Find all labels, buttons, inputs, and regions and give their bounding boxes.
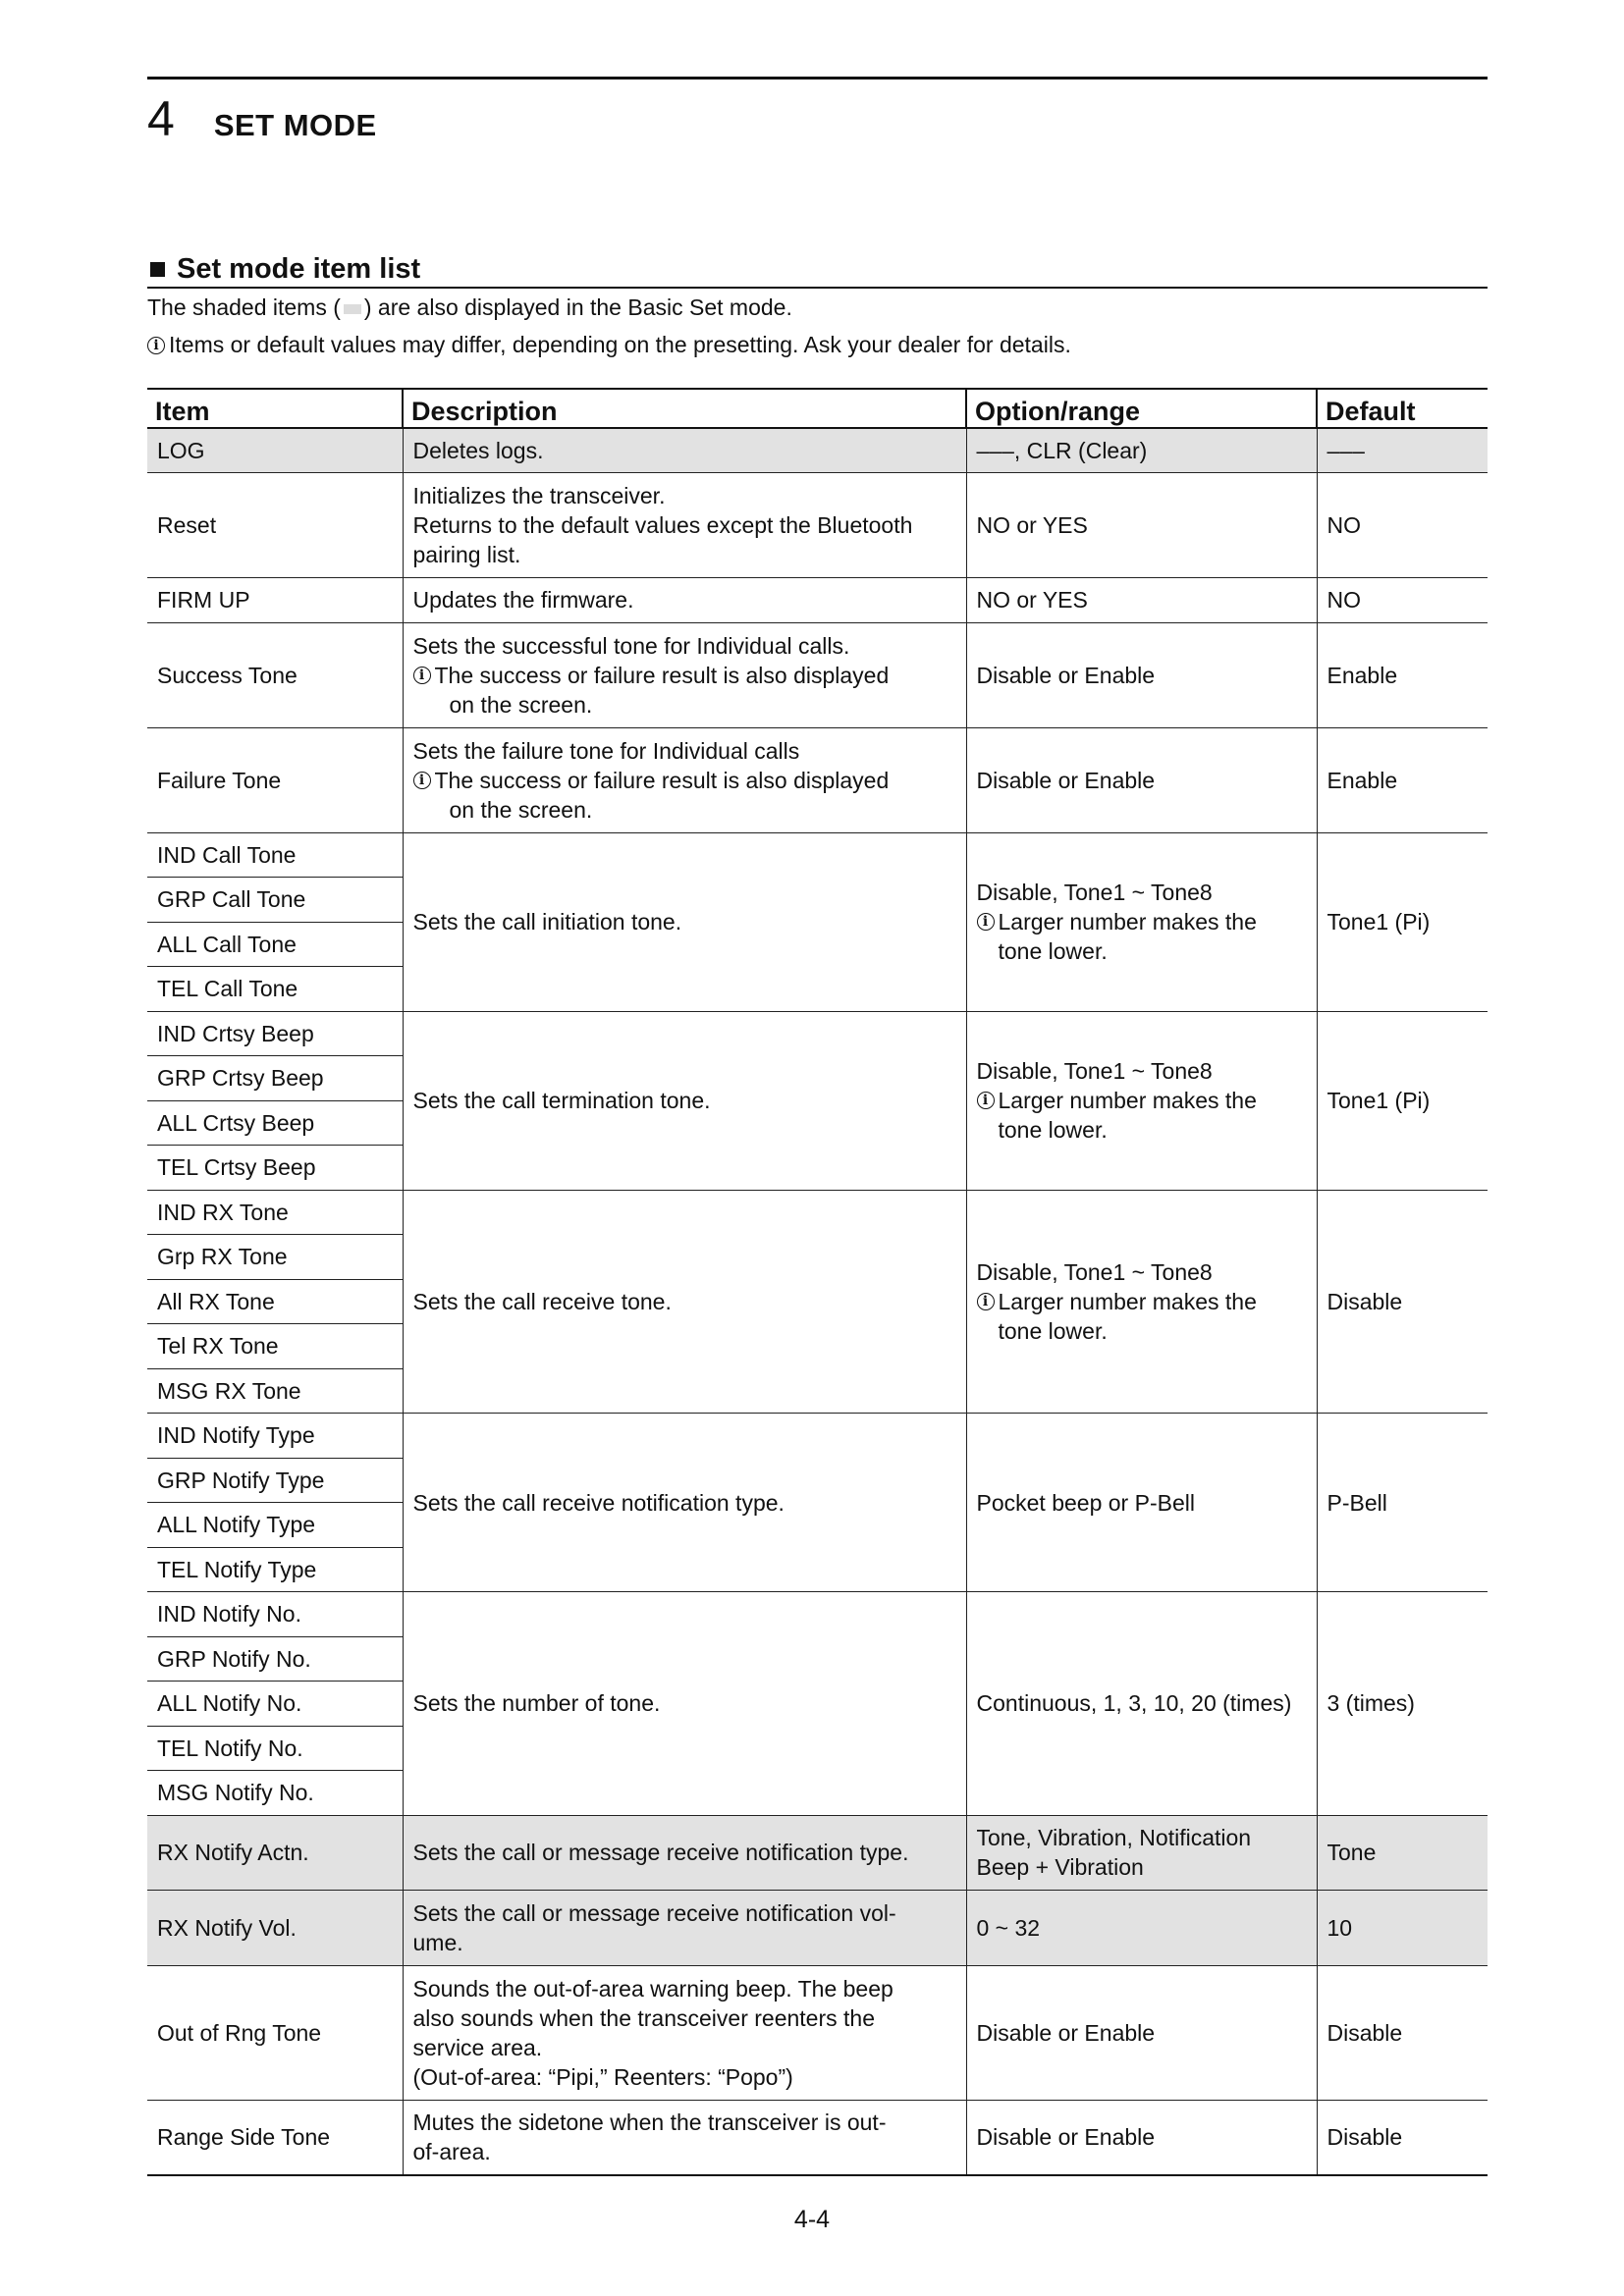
table-row: [147, 1190, 1488, 1235]
default-cell: NO: [1317, 577, 1488, 622]
item-cell: IND Notify No.: [147, 1592, 403, 1637]
description-cell: Updates the firmware.: [403, 577, 966, 622]
description-cell: [403, 1965, 966, 2100]
item-cell: RX Notify Actn.: [147, 1815, 403, 1890]
item-cell: Tel RX Tone: [147, 1324, 403, 1369]
note-line: tone lower.: [998, 1117, 1108, 1143]
section-heading: [147, 251, 1488, 289]
default-cell: Enable: [1317, 622, 1488, 727]
chapter-heading: [147, 90, 377, 147]
note-line: Larger number makes the: [998, 1288, 1257, 1314]
description-cell: Deletes logs.: [403, 428, 966, 472]
description-line: Sounds the out-of-area warning beep. The beep: [412, 1975, 893, 2002]
note-text: [435, 766, 890, 825]
item-cell: ALL Call Tone: [147, 922, 403, 967]
section-title: Set mode item list: [177, 252, 421, 285]
note-line: on the screen.: [449, 796, 593, 823]
presetting-note-text: Items or default values may differ, depending on the presetting. Ask your dealer for details.: [169, 332, 1071, 357]
note-line: The success or failure result is also displayed: [434, 767, 890, 793]
shade-swatch-icon: [344, 304, 361, 314]
table-row: [147, 1890, 1488, 1965]
option-line: Disable, Tone1 ~ Tone8: [976, 1058, 1213, 1084]
option-cell: 0 ~ 32: [966, 1890, 1317, 1965]
header-default: Default: [1317, 389, 1488, 428]
option-cell: [966, 1190, 1317, 1414]
note-text: [999, 1086, 1257, 1145]
default-cell: Tone1 (Pi): [1317, 1011, 1488, 1190]
info-icon: i: [413, 667, 431, 684]
default-cell: Disable: [1317, 1965, 1488, 2100]
table-row: [147, 577, 1488, 622]
description-cell: [403, 1890, 966, 1965]
description-line: ume.: [412, 1929, 463, 1955]
description-line: (Out-of-area: “Pipi,” Reenters: “Popo”): [412, 2063, 793, 2090]
item-cell: All RX Tone: [147, 1279, 403, 1324]
default-cell: P-Bell: [1317, 1414, 1488, 1592]
item-cell: IND Call Tone: [147, 832, 403, 878]
chapter-title: SET MODE: [213, 108, 377, 142]
table-row: [147, 428, 1488, 472]
default-cell: 10: [1317, 1890, 1488, 1965]
item-cell: LOG: [147, 428, 403, 472]
item-cell: TEL Call Tone: [147, 967, 403, 1012]
table-row: [147, 1011, 1488, 1056]
default-cell: Disable: [1317, 1190, 1488, 1414]
note-line: tone lower.: [998, 1317, 1108, 1344]
option-cell: [966, 832, 1317, 1011]
default-cell: Disable: [1317, 2100, 1488, 2175]
option-cell: Disable or Enable: [966, 2100, 1317, 2175]
option-cell: [966, 1011, 1317, 1190]
info-icon: i: [977, 1293, 995, 1310]
description-cell: Sets the number of tone.: [403, 1592, 966, 1816]
default-cell: Tone: [1317, 1815, 1488, 1890]
description-cell: Sets the call or message receive notification type.: [403, 1815, 966, 1890]
item-cell: TEL Notify No.: [147, 1726, 403, 1771]
description-line: service area.: [412, 2034, 543, 2060]
square-bullet-icon: [150, 262, 165, 277]
note: [413, 661, 956, 720]
note-text: [435, 661, 890, 720]
presetting-note: [147, 332, 1071, 358]
header-item: Item: [147, 389, 403, 428]
item-cell: Success Tone: [147, 622, 403, 727]
item-cell: ALL Notify Type: [147, 1503, 403, 1548]
default-cell: Enable: [1317, 727, 1488, 832]
item-cell: ALL Notify No.: [147, 1682, 403, 1727]
item-cell: IND Crtsy Beep: [147, 1011, 403, 1056]
table-row: [147, 622, 1488, 727]
table-row: [147, 832, 1488, 878]
item-cell: Grp RX Tone: [147, 1235, 403, 1280]
description-cell: [403, 472, 966, 577]
table-header-row: [147, 389, 1488, 428]
note: [977, 1287, 1307, 1346]
shaded-note-after: ) are also displayed in the Basic Set mode.: [363, 294, 792, 320]
item-cell: TEL Crtsy Beep: [147, 1146, 403, 1191]
item-cell: Reset: [147, 472, 403, 577]
description-line: Returns to the default values except the Bluetooth: [412, 511, 913, 538]
header-option: Option/range: [966, 389, 1317, 428]
option-line: Disable, Tone1 ~ Tone8: [976, 1258, 1213, 1285]
description-cell: [403, 2100, 966, 2175]
header-description: Description: [403, 389, 966, 428]
item-cell: MSG RX Tone: [147, 1368, 403, 1414]
item-cell: GRP Notify No.: [147, 1636, 403, 1682]
description-line: also sounds when the transceiver reenters the: [412, 2004, 875, 2031]
description-line: Sets the failure tone for Individual calls: [412, 737, 800, 764]
table-row: [147, 1592, 1488, 1637]
default-cell: NO: [1317, 472, 1488, 577]
item-cell: IND RX Tone: [147, 1190, 403, 1235]
option-cell: Disable or Enable: [966, 622, 1317, 727]
item-cell: TEL Notify Type: [147, 1547, 403, 1592]
note-line: Larger number makes the: [998, 909, 1257, 934]
description-line: Mutes the sidetone when the transceiver is out-: [412, 2109, 887, 2136]
item-cell: Failure Tone: [147, 727, 403, 832]
item-cell: IND Notify Type: [147, 1414, 403, 1459]
table-row: [147, 727, 1488, 832]
default-cell: 3 (times): [1317, 1592, 1488, 1816]
option-line: Disable, Tone1 ~ Tone8: [976, 880, 1213, 905]
option-cell: Continuous, 1, 3, 10, 20 (times): [966, 1592, 1317, 1816]
note-line: Larger number makes the: [998, 1088, 1257, 1113]
info-icon: i: [147, 337, 165, 354]
default-cell: Tone1 (Pi): [1317, 832, 1488, 1011]
option-cell: Pocket beep or P-Bell: [966, 1414, 1317, 1592]
item-cell: GRP Call Tone: [147, 878, 403, 923]
table-row: [147, 472, 1488, 577]
item-cell: Range Side Tone: [147, 2100, 403, 2175]
option-cell: [966, 1815, 1317, 1890]
table-row: [147, 2100, 1488, 2175]
option-cell: NO or YES: [966, 472, 1317, 577]
description-line: Sets the call or message receive notification vol-: [412, 1899, 896, 1926]
page-number: 4-4: [793, 2206, 831, 2233]
option-cell: –––, CLR (Clear): [966, 428, 1317, 472]
note-text: [999, 1287, 1257, 1346]
table-row: [147, 1815, 1488, 1890]
note: [413, 766, 956, 825]
table-row: [147, 1414, 1488, 1459]
description-cell: Sets the call initiation tone.: [403, 832, 966, 1011]
note-line: The success or failure result is also displayed: [434, 662, 890, 688]
set-mode-table: [147, 388, 1488, 2176]
note-text: [999, 907, 1257, 966]
option-cell: Disable or Enable: [966, 1965, 1317, 2100]
description-cell: [403, 622, 966, 727]
option-line: Beep + Vibration: [976, 1854, 1144, 1880]
note-line: on the screen.: [449, 691, 593, 718]
description-cell: Sets the call receive notification type.: [403, 1414, 966, 1592]
item-cell: ALL Crtsy Beep: [147, 1100, 403, 1146]
shaded-note-before: The shaded items (: [147, 294, 341, 320]
option-cell: Disable or Enable: [966, 727, 1317, 832]
info-icon: i: [977, 913, 995, 931]
option-cell: NO or YES: [966, 577, 1317, 622]
item-cell: RX Notify Vol.: [147, 1890, 403, 1965]
item-cell: MSG Notify No.: [147, 1771, 403, 1816]
description-line: pairing list.: [412, 541, 521, 567]
info-icon: i: [413, 772, 431, 789]
note: [977, 907, 1307, 966]
info-icon: i: [977, 1092, 995, 1109]
item-cell: GRP Notify Type: [147, 1458, 403, 1503]
description-line: Initializes the transceiver.: [412, 482, 666, 508]
shaded-items-note: [147, 294, 792, 321]
option-line: Tone, Vibration, Notification: [976, 1825, 1252, 1850]
item-cell: Out of Rng Tone: [147, 1965, 403, 2100]
description-cell: Sets the call receive tone.: [403, 1190, 966, 1414]
item-cell: GRP Crtsy Beep: [147, 1056, 403, 1101]
item-cell: FIRM UP: [147, 577, 403, 622]
top-rule: [147, 77, 1488, 80]
description-cell: [403, 727, 966, 832]
description-cell: Sets the call termination tone.: [403, 1011, 966, 1190]
default-cell: –––: [1317, 428, 1488, 472]
description-line: Sets the successful tone for Individual calls.: [412, 632, 850, 659]
table-row: [147, 1965, 1488, 2100]
description-line: of-area.: [412, 2139, 491, 2165]
note-line: tone lower.: [998, 938, 1108, 964]
chapter-number: 4: [147, 91, 175, 146]
note: [977, 1086, 1307, 1145]
